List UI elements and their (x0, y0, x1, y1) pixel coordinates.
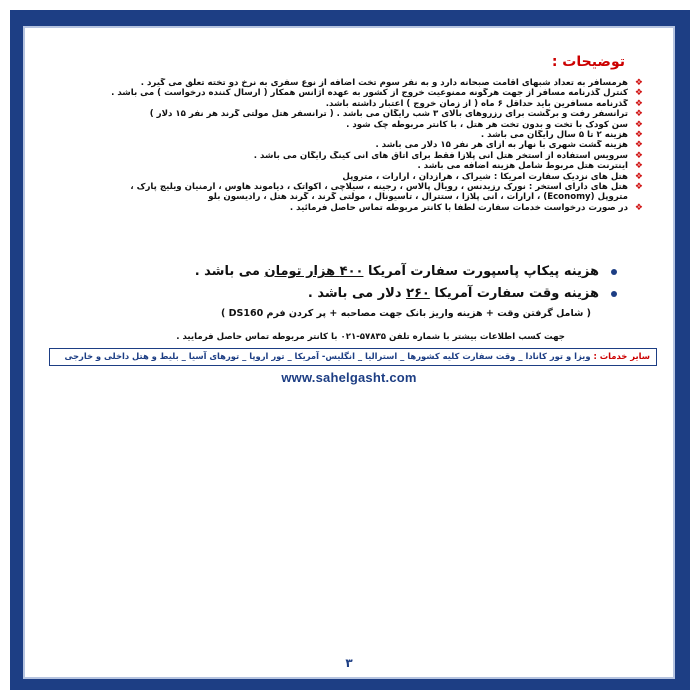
page-content (23, 26, 675, 679)
bullet-icon: ❖ (634, 202, 643, 213)
note-item: ❖ سن کودک با تخت و بدون تخت هر هتل ، با کانتر مربوطه چک شود . (346, 119, 643, 130)
phone-number: ۵۷۸۳۵-۰۲۱ (340, 332, 387, 342)
fee-note: ( شامل گرفتن وقت + هزینه واریز بانک جهت مصاحبه + پر کردن فرم DS160 ) (220, 308, 591, 319)
bullet-icon: ❖ (634, 98, 643, 109)
note-item: ❖ کنترل گذرنامه مسافر از جهت هرگونه ممنوعیت خروج از کشور به عهده آژانس همکار ( ارسال کننده درخواست ) می باشد . (111, 88, 643, 99)
bullet-icon: ❖ (634, 182, 643, 193)
page-number: ۳ (345, 656, 353, 670)
bullet-icon: ❖ (634, 130, 643, 141)
website-url: www.sahelgasht.com (281, 370, 417, 385)
note-item: ❖ سرویس استفاده از استخر هتل آنی پلازا فقط برای اتاق های آنی کینگ رایگان می باشد . (253, 150, 643, 161)
bullet-icon: ❖ (634, 161, 643, 172)
bullet-dot-icon (611, 269, 617, 275)
note-item-continued: متروپل (Economy) ، آرارات ، آنی پلازا ، ستترال ، تاسیونال ، مولتی گرند ، گرند هتل ، رادیسون بلو (208, 192, 628, 203)
bullet-icon: ❖ (634, 171, 643, 182)
note-item: ❖ ترانسفر رفت و برگشت برای رزروهای بالای ۳ شب رایگان می باشد . ( ترانسفر هتل مولتی گرند هر نفر ۱۵ دلار ) (149, 109, 643, 120)
note-item: ❖ هزینه ۲ تا ۵ سال رایگان می باشد . (480, 130, 643, 141)
page-border-frame (10, 10, 690, 690)
note-item: ❖ هتل های دارای استخر : نورک رزیدنس ، رویال پالاس ، رجینه ، سیلاچی ، آکواتک ، دیاموند هاوس ، آرمنیان ویلیج پارک ، (130, 182, 643, 193)
bullet-icon: ❖ (634, 150, 643, 161)
note-item: ❖ هتل های نزدیک سفارت آمریکا : شیراک ، هرازدان ، آرارات ، متروپل (342, 171, 643, 182)
bullet-icon: ❖ (634, 109, 643, 120)
contact-line: جهت کسب اطلاعات بیشتر با شماره تلفن ۵۷۸۳۵-۰۲۱ با کانتر مربوطه تماس حاصل فرمایید . (176, 332, 565, 342)
bullet-icon: ❖ (634, 140, 643, 151)
bullet-icon: ❖ (634, 88, 643, 99)
note-item: ❖ هزینه گشت شهری با نهار به ازای هر نفر ۱۵ دلار می باشد . (375, 140, 643, 151)
other-services-box (49, 348, 657, 366)
bullet-icon: ❖ (634, 78, 643, 88)
note-item: ❖ هرمسافر به تعداد شبهای اقامت صبحانه دارد و به نفر سوم تخت اضافه از نوع سفری به نرخ دو تخته تعلق می گیرد . (140, 78, 643, 88)
note-item: ❖ اینترنت هتل مربوط شامل هزینه اضافه می باشد . (417, 161, 643, 172)
note-item: ❖ گذرنامه مسافرین باید حداقل ۶ ماه ( از زمان خروج ) اعتبار داشته باشد. (325, 98, 643, 109)
bullet-icon: ❖ (634, 119, 643, 130)
other-services-text: ویزا و تور کانادا _ وقت سفارت کلیه کشورها _ استرالیا _ انگلیس- آمریکا _ تور اروپا _ تورهای آسیا _ بلیط و هتل داخلی و خارجی (64, 351, 591, 361)
notes-list (63, 78, 643, 213)
section-title: توضیحات : (551, 54, 625, 70)
embassy-appointment-fee: هزینه وقت سفارت آمریکا ۲۶۰ دلار می باشد . (308, 286, 617, 301)
other-services-label: سایر خدمات : (593, 351, 650, 361)
passport-pickup-fee: هزینه پیکاپ پاسپورت سفارت آمریکا ۴۰۰ هزار تومان می باشد . (195, 264, 617, 279)
bullet-dot-icon (611, 291, 617, 297)
note-item: ❖ در صورت درخواست خدمات سفارت لطفا با کانتر مربوطه تماس حاصل فرمائید . (289, 202, 643, 213)
